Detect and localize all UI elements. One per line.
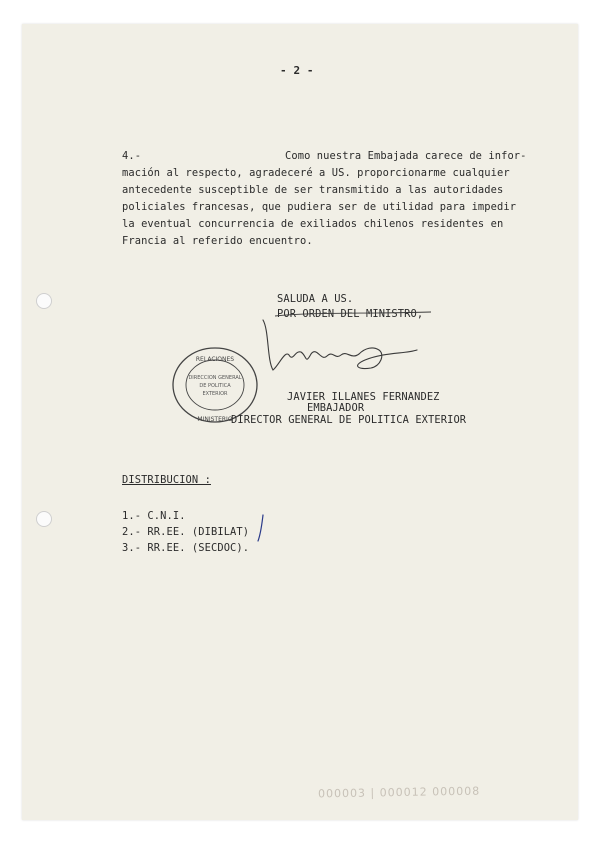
- seal-line-2: DE POLITICA: [199, 383, 231, 389]
- archive-stamp: 000003 | 000012 000008: [317, 784, 481, 801]
- seal-line-1: DIRECCION GENERAL: [188, 375, 242, 381]
- signatory-title: EMBAJADOR: [307, 402, 365, 414]
- body-line-4: policiales francesas, que pudiera ser de utilidad para impedir: [122, 201, 517, 213]
- by-order-line: POR ORDEN DEL MINISTRO,: [277, 308, 424, 320]
- body-line-6: Francia al referido encuentro.: [122, 235, 313, 247]
- distribution-heading: DISTRIBUCION :: [122, 474, 211, 486]
- distribution-item-1: 1.- C.N.I.: [122, 510, 186, 522]
- svg-text:MINISTERIO: MINISTERIO: [197, 416, 233, 423]
- body-line-1: Como nuestra Embajada carece de infor-: [285, 150, 527, 162]
- distribution-item-3: 3.- RR.EE. (SECDOC).: [122, 542, 250, 554]
- page-edge: [578, 18, 598, 838]
- body-line-2: mación al respecto, agradeceré a US. proporcionarme cualquier: [122, 167, 510, 179]
- page-number: - 2 -: [280, 64, 314, 77]
- handwritten-signature: [255, 310, 435, 390]
- punch-hole-top: [36, 293, 52, 309]
- item-number: 4.-: [122, 150, 142, 162]
- signatory-name-text: JAVIER ILLANES FERNANDEZ: [287, 391, 440, 403]
- body-line-5: la eventual concurrencia de exiliados chilenos residentes en: [122, 218, 504, 230]
- body-line-3: antecedente susceptible de ser transmitido a las autoridades: [122, 184, 504, 196]
- handwritten-checkmark: [256, 513, 266, 543]
- salutation: SALUDA A US.: [277, 293, 354, 305]
- punch-hole-bottom: [36, 511, 52, 527]
- distribution-item-2: 2.- RR.EE. (DIBILAT): [122, 526, 250, 538]
- signatory-position: DIRECTOR GENERAL DE POLITICA EXTERIOR: [231, 414, 467, 426]
- official-seal: [170, 345, 260, 425]
- seal-line-3: EXTERIOR: [202, 391, 228, 397]
- svg-text:RELACIONES: RELACIONES: [195, 356, 235, 363]
